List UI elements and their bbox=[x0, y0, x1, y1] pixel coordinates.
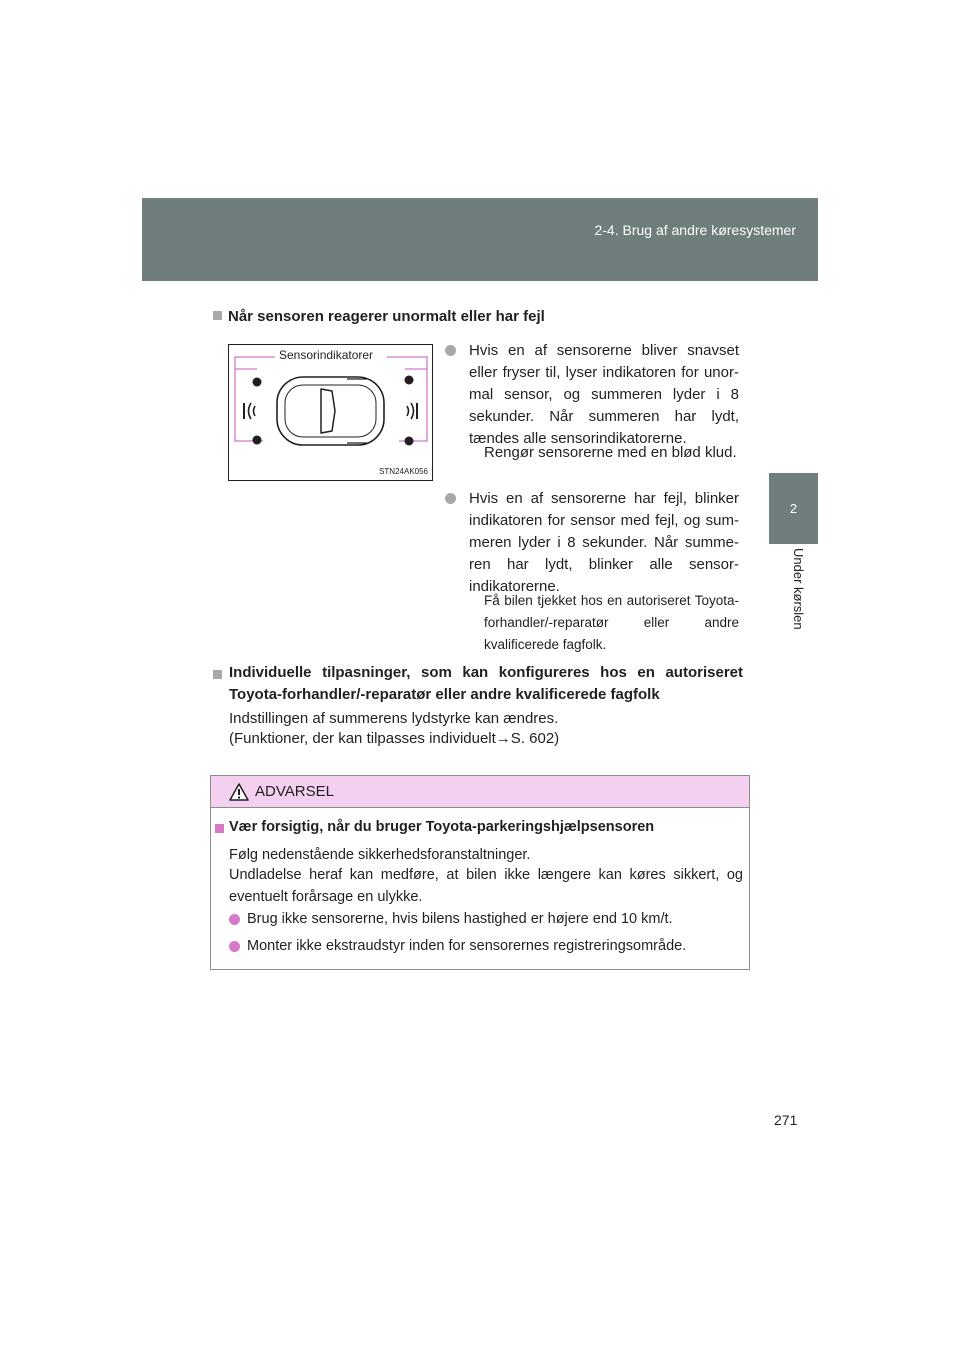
chapter-label: Under kørslen bbox=[791, 548, 806, 630]
square-bullet-icon bbox=[213, 670, 222, 679]
warning-triangle-icon bbox=[229, 783, 249, 801]
warning-text: Følg nedenstående sikkerhedsforanstaltninger. bbox=[229, 847, 531, 863]
warning-box bbox=[210, 775, 750, 970]
square-bullet-icon bbox=[213, 311, 222, 320]
bullet-text: Hvis en af sensorerne bliver snavset eller fryser til, lyser indikatoren for unor-mal sensor, og summeren lyder i 8 sekunder. Når summeren har lydt, tændes alle sensorindikatorerne. bbox=[469, 342, 739, 447]
warning-bullet: Brug ikke sensorerne, hvis bilens hastighed er højere end 10 km/t. bbox=[247, 911, 673, 927]
bullet-dot-icon bbox=[229, 941, 240, 952]
chapter-tab: 2 bbox=[769, 473, 818, 544]
warning-header bbox=[211, 776, 749, 808]
header-band bbox=[142, 198, 818, 281]
bullet-dot-icon bbox=[445, 493, 456, 504]
section-title: 2-4. Brug af andre køresystemer bbox=[594, 222, 796, 238]
page-number: 271 bbox=[774, 1112, 798, 1128]
warning-bullet: Monter ikke ekstraudstyr inden for sensorernes registreringsområde. bbox=[247, 938, 687, 954]
warning-title: ADVARSEL bbox=[255, 783, 334, 800]
warning-heading: Vær forsigtig, når du bruger Toyota-parkeringshjælpsensoren bbox=[229, 819, 655, 835]
remedy-text: Rengør sensorerne med en blød klud. bbox=[484, 444, 737, 461]
bullet-text: Hvis en af sensorerne har fejl, blinker indikatoren for sensor med fejl, og sum-meren lyder i 8 sekunder. Når summe-ren har lydt, blinker alle sensor-indikatorerne. bbox=[469, 490, 739, 595]
bullet-dot-icon bbox=[445, 345, 456, 356]
body-text: (Funktioner, der kan tilpasses individuelt→S. 602) bbox=[229, 730, 560, 747]
body-text: Indstillingen af summerens lydstyrke kan ændres. bbox=[229, 710, 559, 727]
section-heading: Individuelle tilpasninger, som kan konfigureres hos en autoriseret Toyota-forhandler/-reparatør eller andre kvalificerede fagfolk bbox=[229, 664, 743, 703]
sensor-figure bbox=[228, 344, 433, 481]
car-sensor-diagram bbox=[229, 345, 432, 480]
bullet-dot-icon bbox=[229, 914, 240, 925]
figure-code: STN24AK056 bbox=[379, 467, 428, 476]
figure-label: Sensorindikatorer bbox=[279, 348, 374, 362]
remedy-text: Få bilen tjekket hos en autoriseret Toyota-forhandler/-reparatør eller andre kvalificerede fagfolk. bbox=[484, 593, 739, 652]
warning-text: Undladelse heraf kan medføre, at bilen ikke længere kan køres sikkert, og eventuelt forårsage en ulykke. bbox=[229, 867, 743, 905]
square-bullet-icon bbox=[215, 824, 224, 833]
section-heading: Når sensoren reagerer unormalt eller har fejl bbox=[213, 306, 545, 328]
